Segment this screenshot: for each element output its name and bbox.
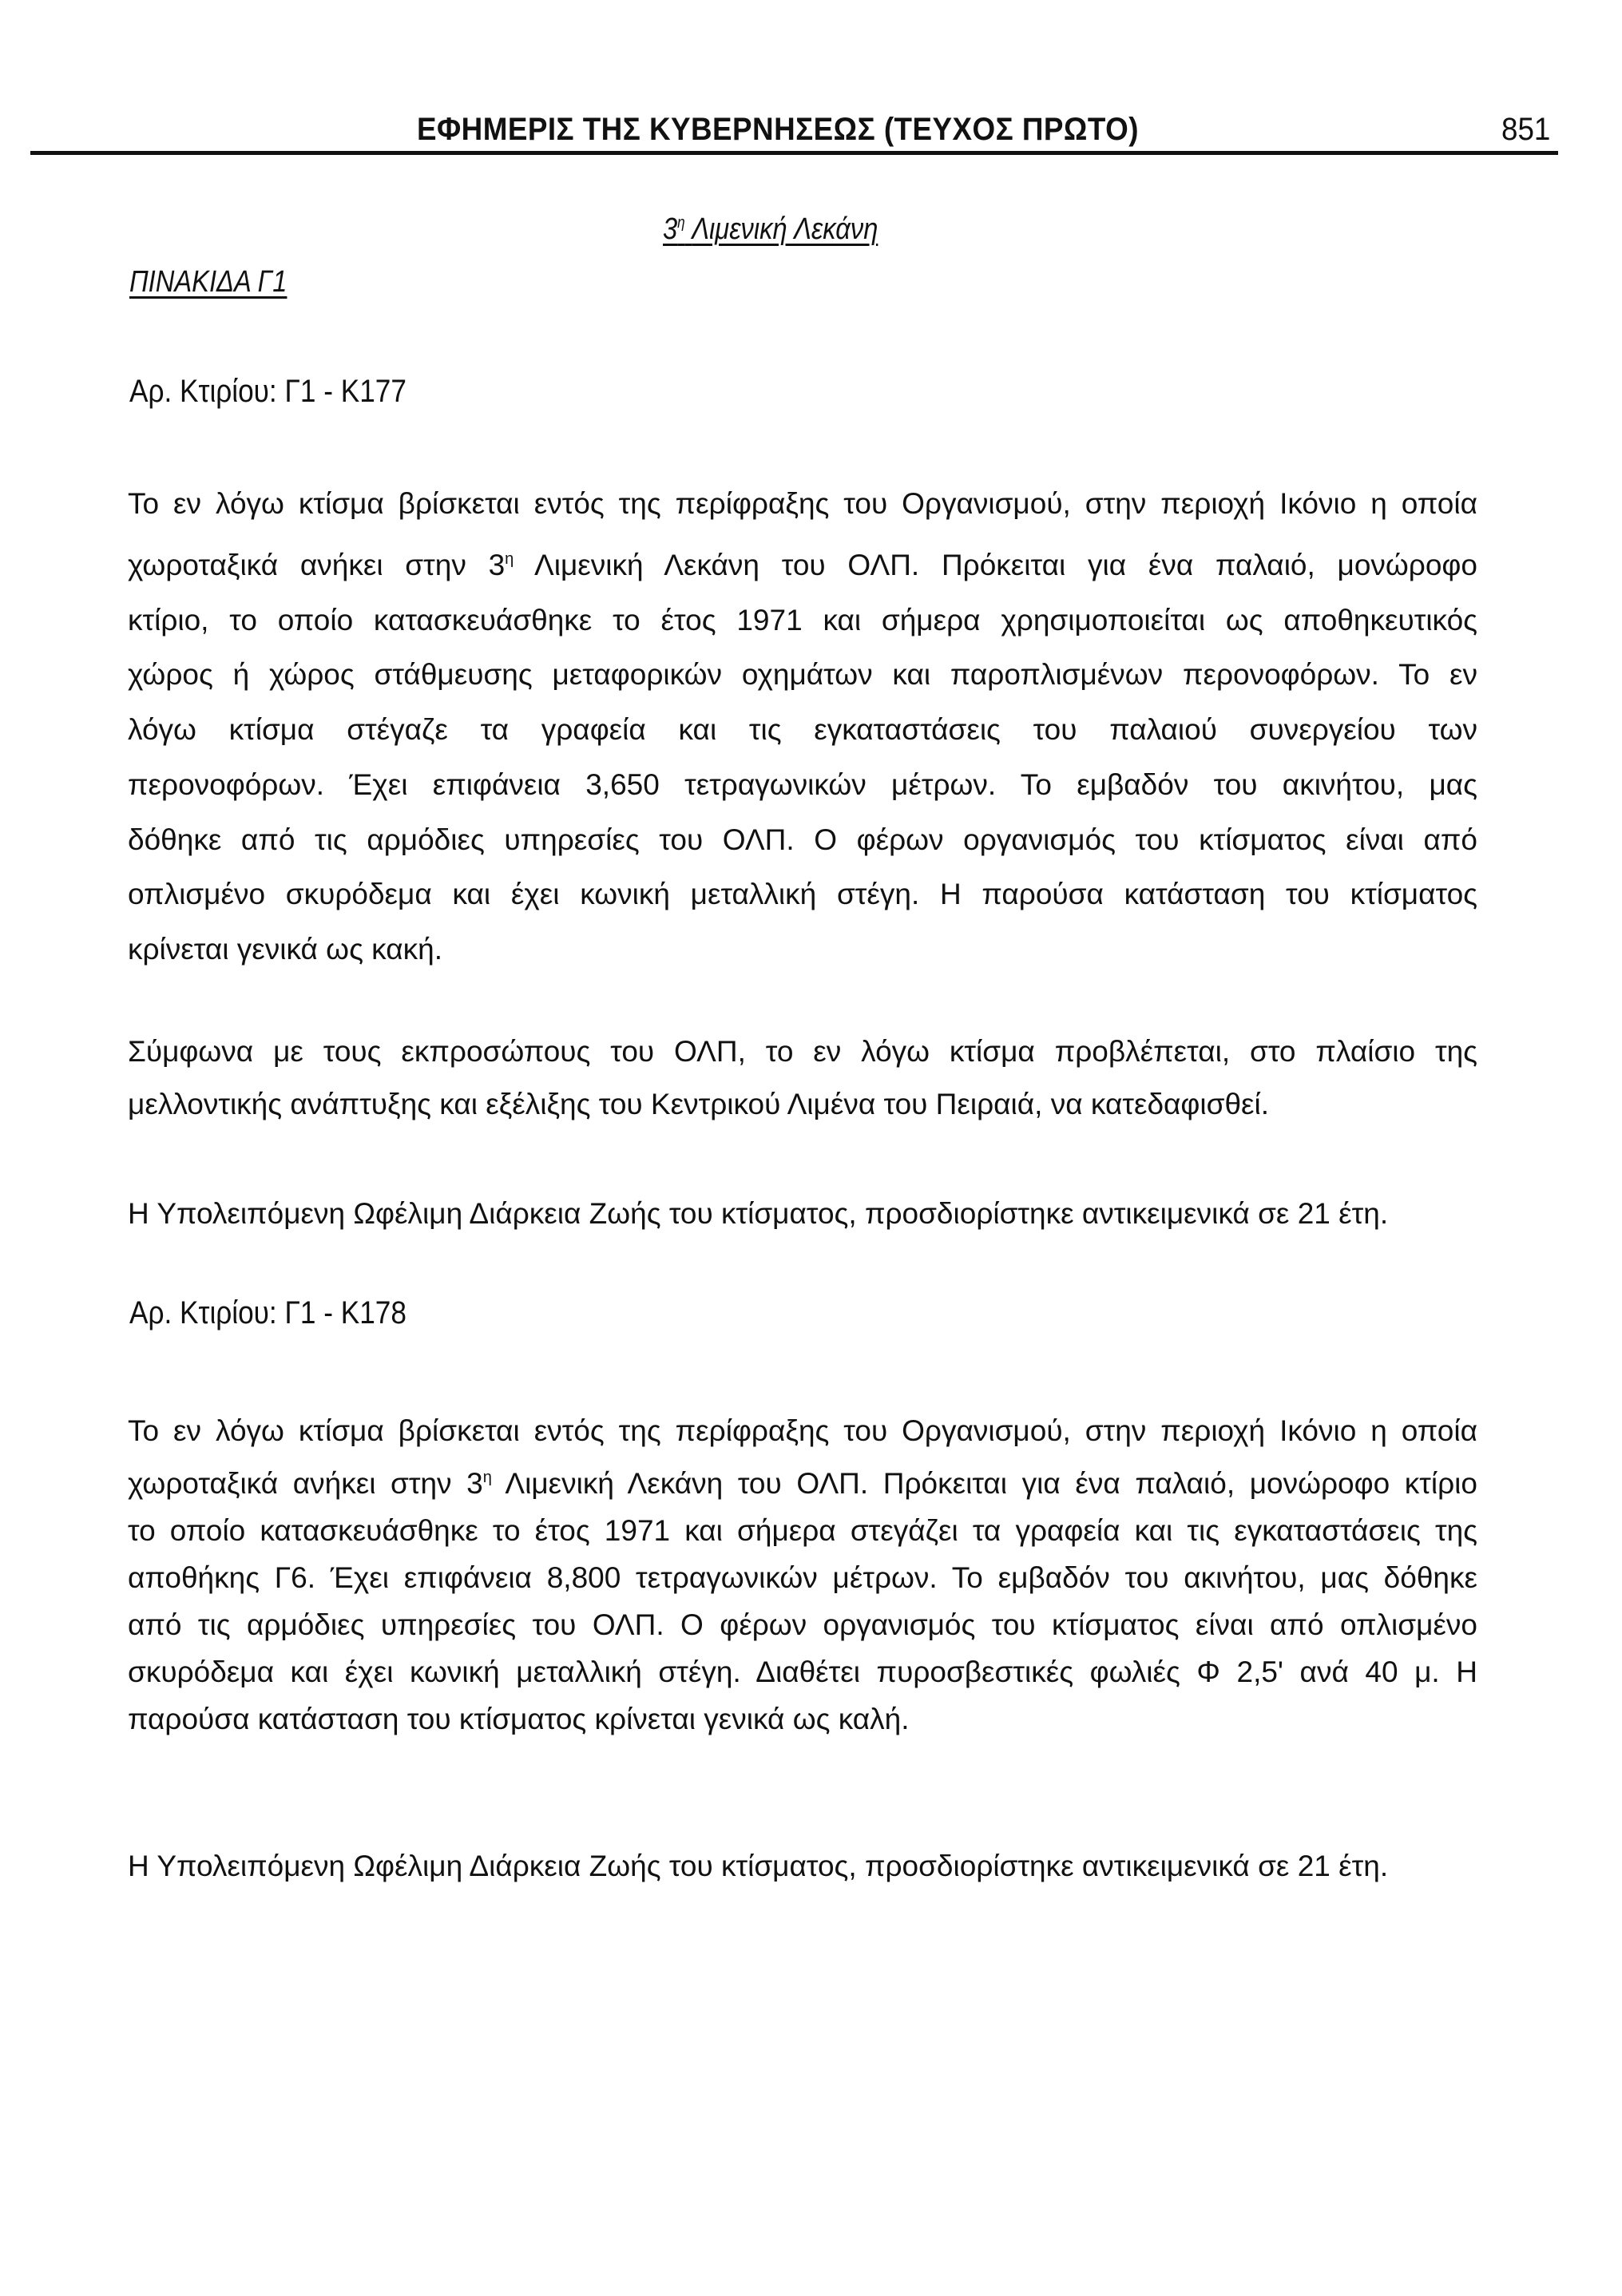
text-line: περονοφόρων. Έχει επιφάνεια 3,650 τετραγωνικών μέτρων. Το εμβαδόν του ακινήτου, μας (128, 767, 1477, 801)
superscript: η (505, 549, 514, 568)
text-fragment: Λιμενική Λεκάνη του ΟΛΠ. Πρόκειται για ένα παλαιό, μονώροφο (514, 548, 1477, 581)
text-line: παρούσα κατάσταση του κτίσματος κρίνεται γενικά ως καλή. (128, 1703, 910, 1735)
building-k177-olp-note (128, 1025, 1477, 1131)
page-number: 851 (1501, 112, 1551, 147)
text-line: οπλισμένο σκυρόδεμα και έχει κωνική μεταλλική στέγη. Η παρούσα κατάσταση του κτίσματος (128, 878, 1477, 911)
text-line: κτίριο, το οποίο κατασκευάσθηκε το έτος 1971 και σήμερα χρησιμοποιείται ως αποθηκευτικός (128, 603, 1477, 636)
text-line (128, 1454, 1477, 1507)
text-line: Η Υπολειπόμενη Ωφέλιμη Διάρκεια Ζωής του κτίσματος, προσδιορίστηκε αντικειμενικά σε 21 έτη. (128, 1197, 1389, 1230)
building-k177-remaining-life (128, 1188, 1477, 1240)
text-line: το οποίο κατασκευάσθηκε το έτος 1971 και σήμερα στεγάζει τα γραφεία και τις εγκαταστάσεις της (128, 1514, 1477, 1547)
text-fragment: Λιμενική Λεκάνη του ΟΛΠ. Πρόκειται για ένα παλαιό, μονώροφο κτίριο (491, 1467, 1477, 1500)
text-line: Η Υπολειπόμενη Ωφέλιμη Διάρκεια Ζωής του κτίσματος, προσδιορίστηκε αντικειμενικά σε 21 έτη. (128, 1850, 1389, 1882)
text-line: λόγω κτίσμα στέγαζε τα γραφεία και τις εγκαταστάσεις του παλαιού συνεργείου των (128, 713, 1477, 746)
section-title (663, 212, 878, 247)
header-rule (30, 151, 1558, 155)
text-line: Το εν λόγω κτίσμα βρίσκεται εντός της περίφραξης του Οργανισμού, στην περιοχή Ικόνιο η οποία (128, 1414, 1477, 1447)
section-title-text: Λιμενική Λεκάνη (692, 212, 878, 246)
section-title-number: 3 (663, 212, 678, 246)
building-heading-k178: Αρ. Κτιρίου: Γ1 - Κ178 (129, 1295, 406, 1330)
running-header-title: ΕΦΗΜΕΡΙΣ ΤΗΣ ΚΥΒΕΡΝΗΣΕΩΣ (ΤΕΥΧΟΣ ΠΡΩΤΟ) (417, 112, 1139, 147)
text-line: κρίνεται γενικά ως κακή. (128, 933, 442, 966)
text-line (128, 532, 1477, 593)
plate-label: ΠΙΝΑΚΙΔΑ Γ1 (129, 265, 288, 299)
text-line: μελλοντικής ανάπτυξης και εξέλιξης του Κεντρικού Λιμένα του Πειραιά, να κατεδαφισθεί. (128, 1088, 1270, 1120)
text-line: δόθηκε από τις αρμόδιες υπηρεσίες του ΟΛΠ. Ο φέρων οργανισμός του κτίσματος είναι από (128, 823, 1477, 856)
text-line: χώρος ή χώρος στάθμευσης μεταφορικών οχημάτων και παροπλισμένων περονοφόρων. Το εν (128, 658, 1477, 692)
text-line: σκυρόδεμα και έχει κωνική μεταλλική στέγη. Διαθέτει πυροσβεστικές φωλιές Φ 2,5' ανά 40 μ. Η (128, 1656, 1477, 1688)
text-fragment: χωροταξικά ανήκει στην 3 (128, 548, 506, 581)
text-line: Σύμφωνα με τους εκπροσώπους του ΟΛΠ, το εν λόγω κτίσμα προβλέπεται, στο πλαίσιο της (128, 1035, 1477, 1068)
text-line: Το εν λόγω κτίσμα βρίσκεται εντός της περίφραξης του Οργανισμού, στην περιοχή Ικόνιο η οποία (128, 487, 1477, 520)
building-k178-description (128, 1407, 1477, 1743)
building-k177-description (128, 477, 1477, 977)
text-line: από τις αρμόδιες υπηρεσίες του ΟΛΠ. Ο φέρων οργανισμός του κτίσματος είναι από οπλισμένο (128, 1608, 1477, 1641)
section-title-superscript: η (677, 214, 685, 232)
building-k178-remaining-life (128, 1842, 1477, 1890)
superscript: η (482, 1469, 492, 1486)
text-line: αποθήκης Γ6. Έχει επιφάνεια 8,800 τετραγωνικών μέτρων. Το εμβαδόν του ακινήτου, μας δόθηκε (128, 1561, 1477, 1594)
building-heading-k177: Αρ. Κτιρίου: Γ1 - Κ177 (129, 374, 406, 409)
text-fragment: χωροταξικά ανήκει στην 3 (128, 1467, 483, 1500)
